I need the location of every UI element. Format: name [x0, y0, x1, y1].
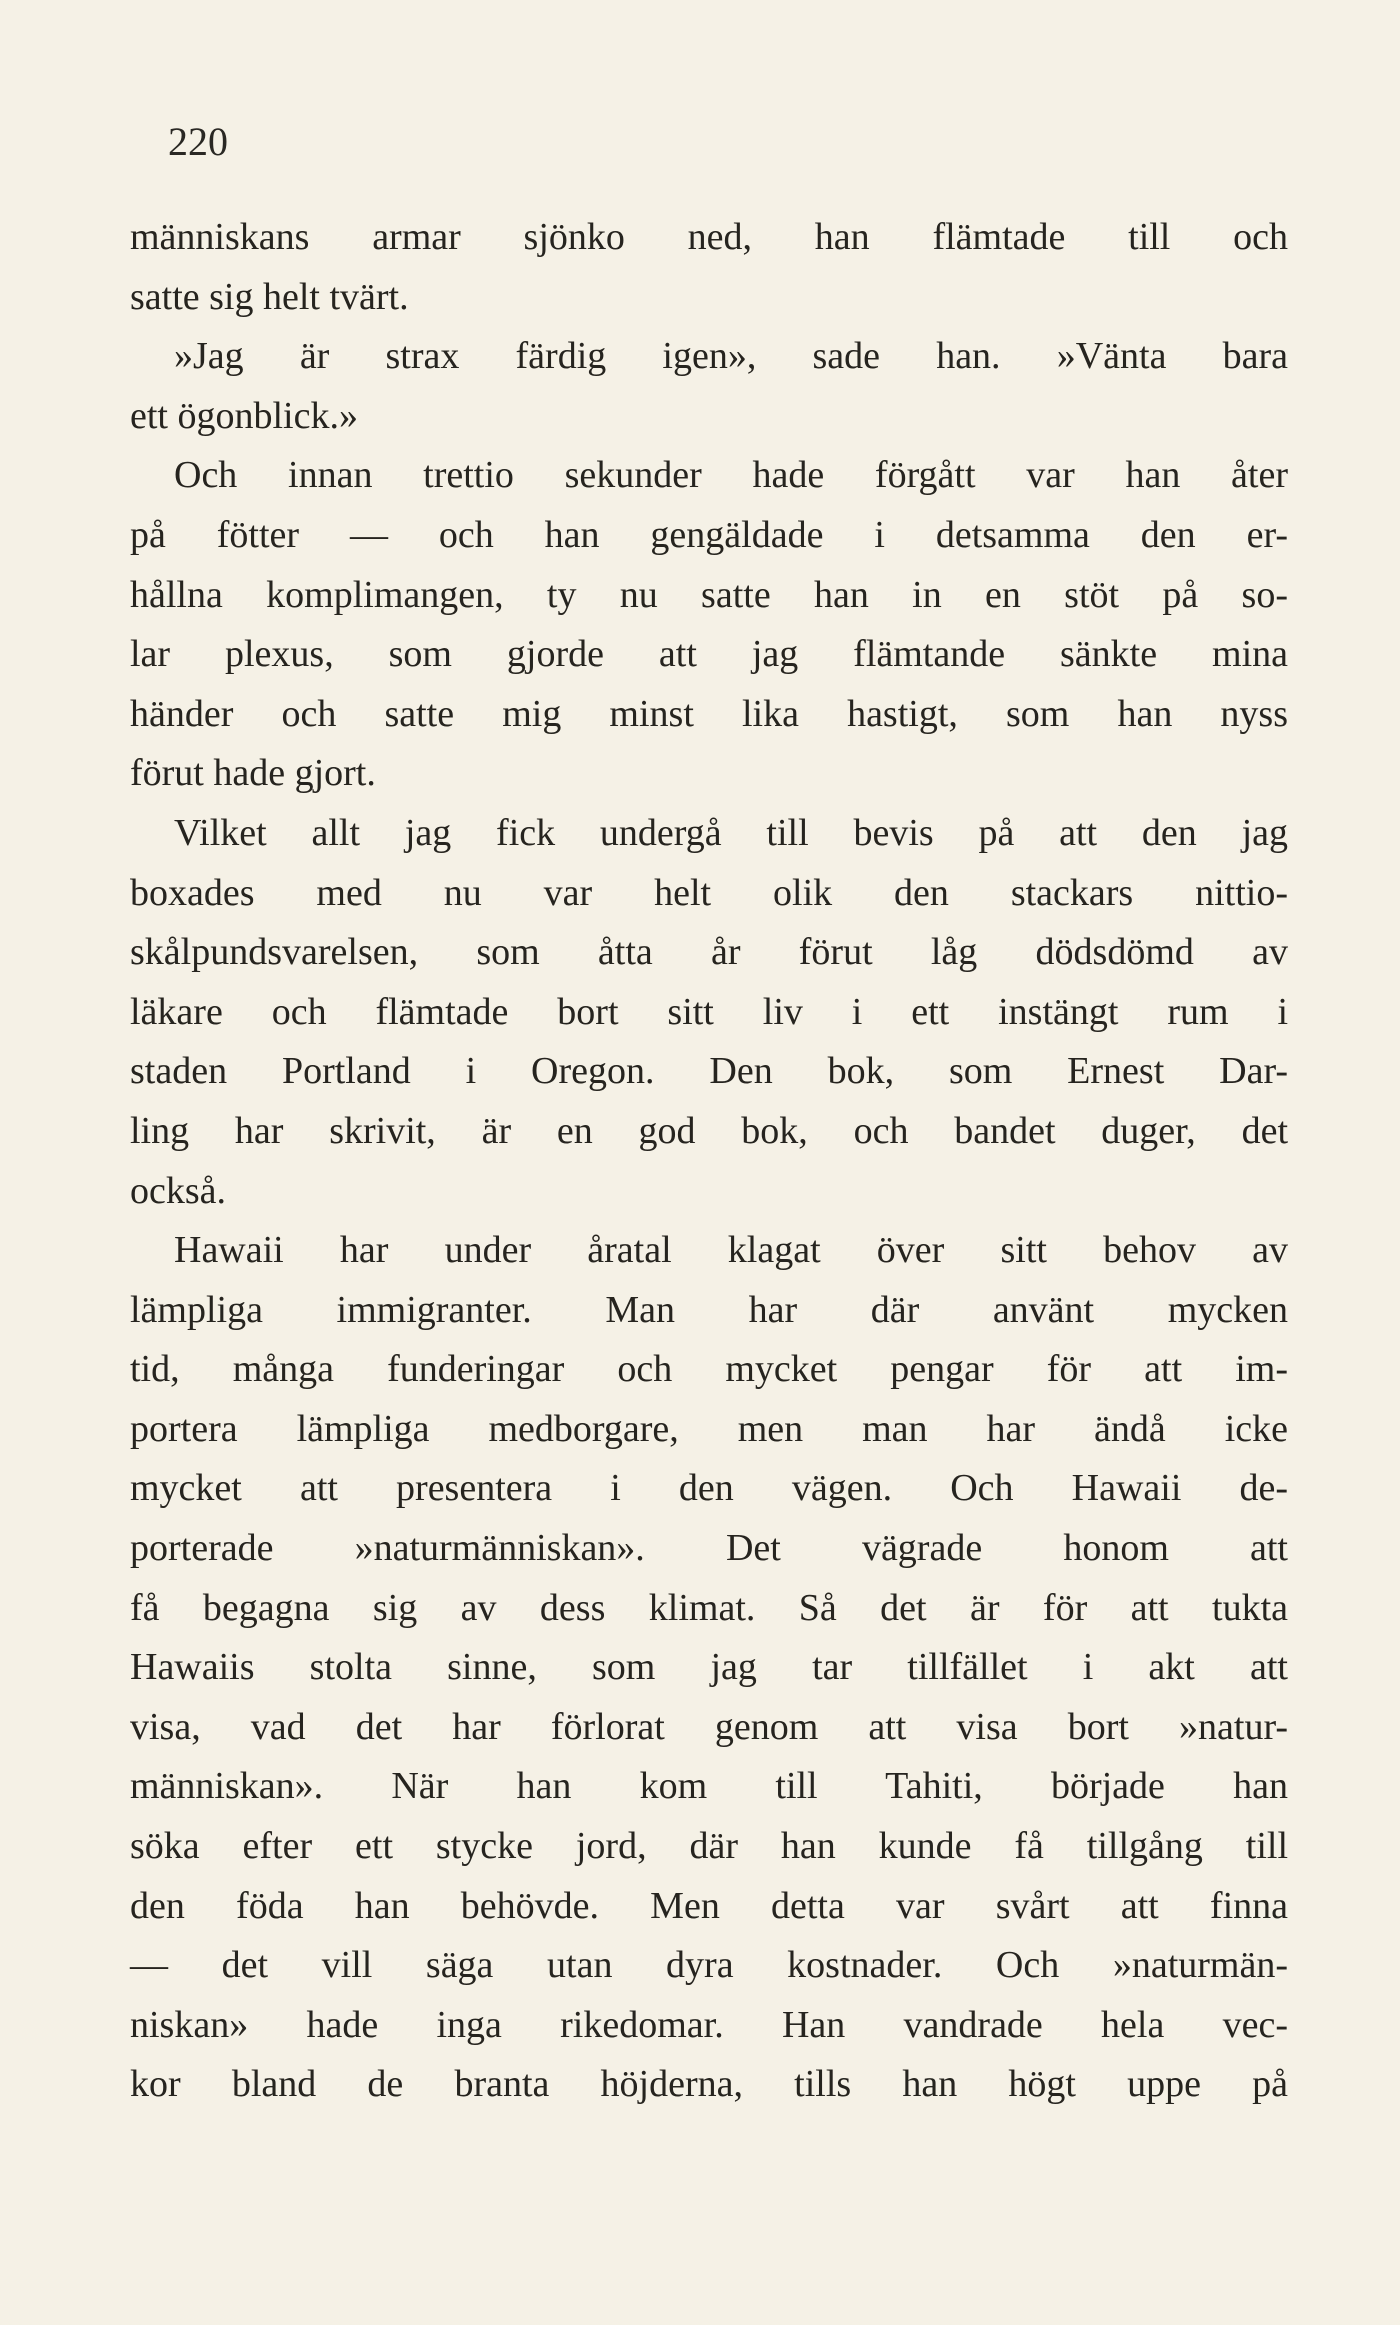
text-line: satte sig helt tvärt. [130, 275, 409, 318]
text-line: förut hade gjort. [130, 752, 376, 795]
text-line: Och innan trettio sekunder hade förgått var han åter [174, 454, 1288, 497]
text-line: — det vill säga utan dyra kostnader. Och »naturmän- [130, 1944, 1288, 1987]
text-line: människans armar sjönko ned, han flämtade till och [130, 216, 1288, 258]
text-line: Hawaiis stolta sinne, som jag tar tillfället i akt att [130, 1646, 1288, 1689]
text-line: visa, vad det har förlorat genom att visa bort »natur- [130, 1705, 1288, 1748]
text-line: Hawaii har under åratal klagat över sitt behov av [174, 1229, 1288, 1272]
text-line: tid, många funderingar och mycket pengar för att im- [130, 1348, 1288, 1391]
text-line: den föda han behövde. Men detta var svårt att finna [130, 1884, 1288, 1927]
text-line: söka efter ett stycke jord, där han kunde få tillgång till [130, 1825, 1288, 1868]
text-line: skålpundsvarelsen, som åtta år förut låg dödsdömd av [130, 931, 1288, 974]
text-line: få begagna sig av dess klimat. Så det är för att tukta [130, 1586, 1288, 1629]
text-line: på fötter — och han gengäldade i detsamma den er- [130, 513, 1288, 556]
text-line: ling har skrivit, är en god bok, och bandet duger, det [130, 1109, 1288, 1152]
text-line: boxades med nu var helt olik den stackars nittio- [130, 871, 1288, 914]
body-text [130, 208, 1288, 2115]
page-number: 220 [168, 119, 228, 164]
text-line: staden Portland i Oregon. Den bok, som Ernest Dar- [130, 1050, 1288, 1093]
text-line: lar plexus, som gjorde att jag flämtande sänkte mina [130, 633, 1288, 676]
text-line: också. [130, 1169, 227, 1212]
text-line: hållna komplimangen, ty nu satte han in en stöt på so- [130, 573, 1288, 616]
text-line: händer och satte mig minst lika hastigt, som han nyss [130, 692, 1288, 735]
text-line: Vilket allt jag fick undergå till bevis på att den jag [174, 811, 1288, 854]
text-line: niskan» hade inga rikedomar. Han vandrade hela vec- [130, 2003, 1288, 2046]
text-line: mycket att presentera i den vägen. Och Hawaii de- [130, 1467, 1288, 1510]
text-line: ett ögonblick.» [130, 394, 358, 437]
text-line: lämpliga immigranter. Man har där använt mycken [130, 1288, 1288, 1331]
text-line: »Jag är strax färdig igen», sade han. »Vänta bara [174, 335, 1288, 378]
text-line: läkare och flämtade bort sitt liv i ett instängt rum i [130, 990, 1288, 1033]
text-line: portera lämpliga medborgare, men man har ändå icke [130, 1407, 1288, 1450]
text-line: människan». När han kom till Tahiti, började han [130, 1765, 1288, 1808]
text-line: kor bland de branta höjderna, tills han högt uppe på [130, 2063, 1288, 2106]
text-line: porterade »naturmänniskan». Det vägrade honom att [130, 1527, 1288, 1570]
